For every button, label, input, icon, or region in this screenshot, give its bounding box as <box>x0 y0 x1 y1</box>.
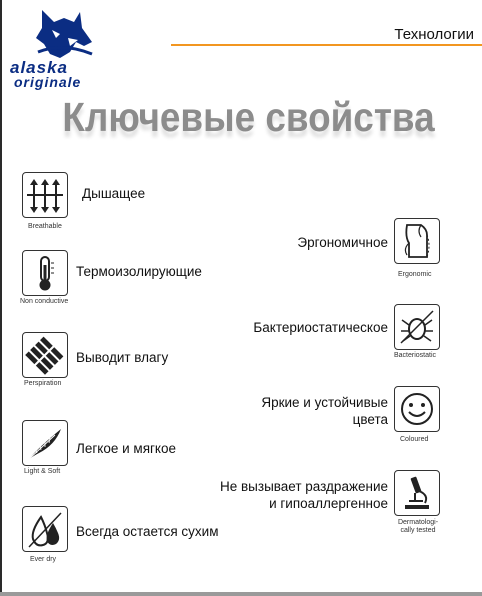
orange-divider <box>171 44 482 46</box>
feature-perspiration <box>22 332 222 392</box>
feature-text-line1: Не вызывает раздражение <box>220 479 388 494</box>
smiley-icon <box>397 389 437 429</box>
feature-text-line2: цвета <box>352 412 388 427</box>
feature-text-line1: Яркие и устойчивые <box>261 395 388 410</box>
feature-text: Дышащее <box>82 186 146 201</box>
icon-caption: Breathable <box>28 223 62 230</box>
breathable-arrows-icon <box>25 175 65 215</box>
page-title: Ключевые свойства <box>62 94 435 140</box>
feature-dermatologically-tested <box>200 470 480 542</box>
feature-coloured <box>230 386 480 448</box>
feather-icon <box>25 423 65 463</box>
feature-text: Всегда остается сухим <box>76 524 219 539</box>
thermometer-icon <box>25 253 65 293</box>
ergonomic-icon-box <box>394 218 440 264</box>
icon-caption: Ever dry <box>30 556 57 563</box>
feature-text: Выводит влагу <box>76 350 169 365</box>
perspiration-icon <box>25 335 65 375</box>
feature-text: Легкое и мягкое <box>76 441 176 456</box>
perspiration-icon-box <box>22 332 68 378</box>
logo-text-originale: originale <box>14 74 82 90</box>
icon-caption: Ergonomic <box>398 271 432 278</box>
alaska-logo <box>8 8 118 88</box>
feature-text-line2: и гипоаллергенное <box>269 496 388 511</box>
garment-icon <box>397 221 437 261</box>
icon-caption-line2: cally tested <box>400 527 436 534</box>
icon-caption: Perspiration <box>24 380 62 387</box>
feature-bacteriostatic <box>230 304 480 364</box>
icon-caption: Coloured <box>400 436 429 443</box>
feature-light-soft <box>22 420 222 480</box>
feature-text: Термоизолирующие <box>76 264 202 279</box>
icon-caption: Bacteriostatic <box>394 352 437 359</box>
feature-text: Эргономичное <box>297 235 388 250</box>
feature-text: Бактериостатическое <box>253 320 388 335</box>
feature-breathable <box>22 172 222 232</box>
section-title: Технологии <box>394 26 474 43</box>
bottom-edge-bar <box>0 592 482 596</box>
dermatological-icon-box <box>394 470 440 516</box>
icon-caption-line1: Dermatologi- <box>397 519 439 526</box>
water-drops-icon <box>25 509 65 549</box>
thermometer-icon-box <box>22 250 68 296</box>
feather-icon-box <box>22 420 68 466</box>
icon-caption: Light & Soft <box>24 468 61 475</box>
logo-text-alaska: alaska <box>10 58 68 77</box>
feature-non-conductive <box>22 250 242 310</box>
bacteria-crossed-icon <box>397 307 437 347</box>
bacteriostatic-icon-box <box>394 304 440 350</box>
left-edge-bar <box>0 0 2 596</box>
feature-ergonomic <box>280 218 480 284</box>
wolf-head-icon <box>30 8 96 64</box>
microscope-icon <box>397 473 437 513</box>
breathable-icon-box <box>22 172 68 218</box>
coloured-icon-box <box>394 386 440 432</box>
icon-caption: Non conductive <box>20 298 69 305</box>
ever-dry-icon-box <box>22 506 68 552</box>
